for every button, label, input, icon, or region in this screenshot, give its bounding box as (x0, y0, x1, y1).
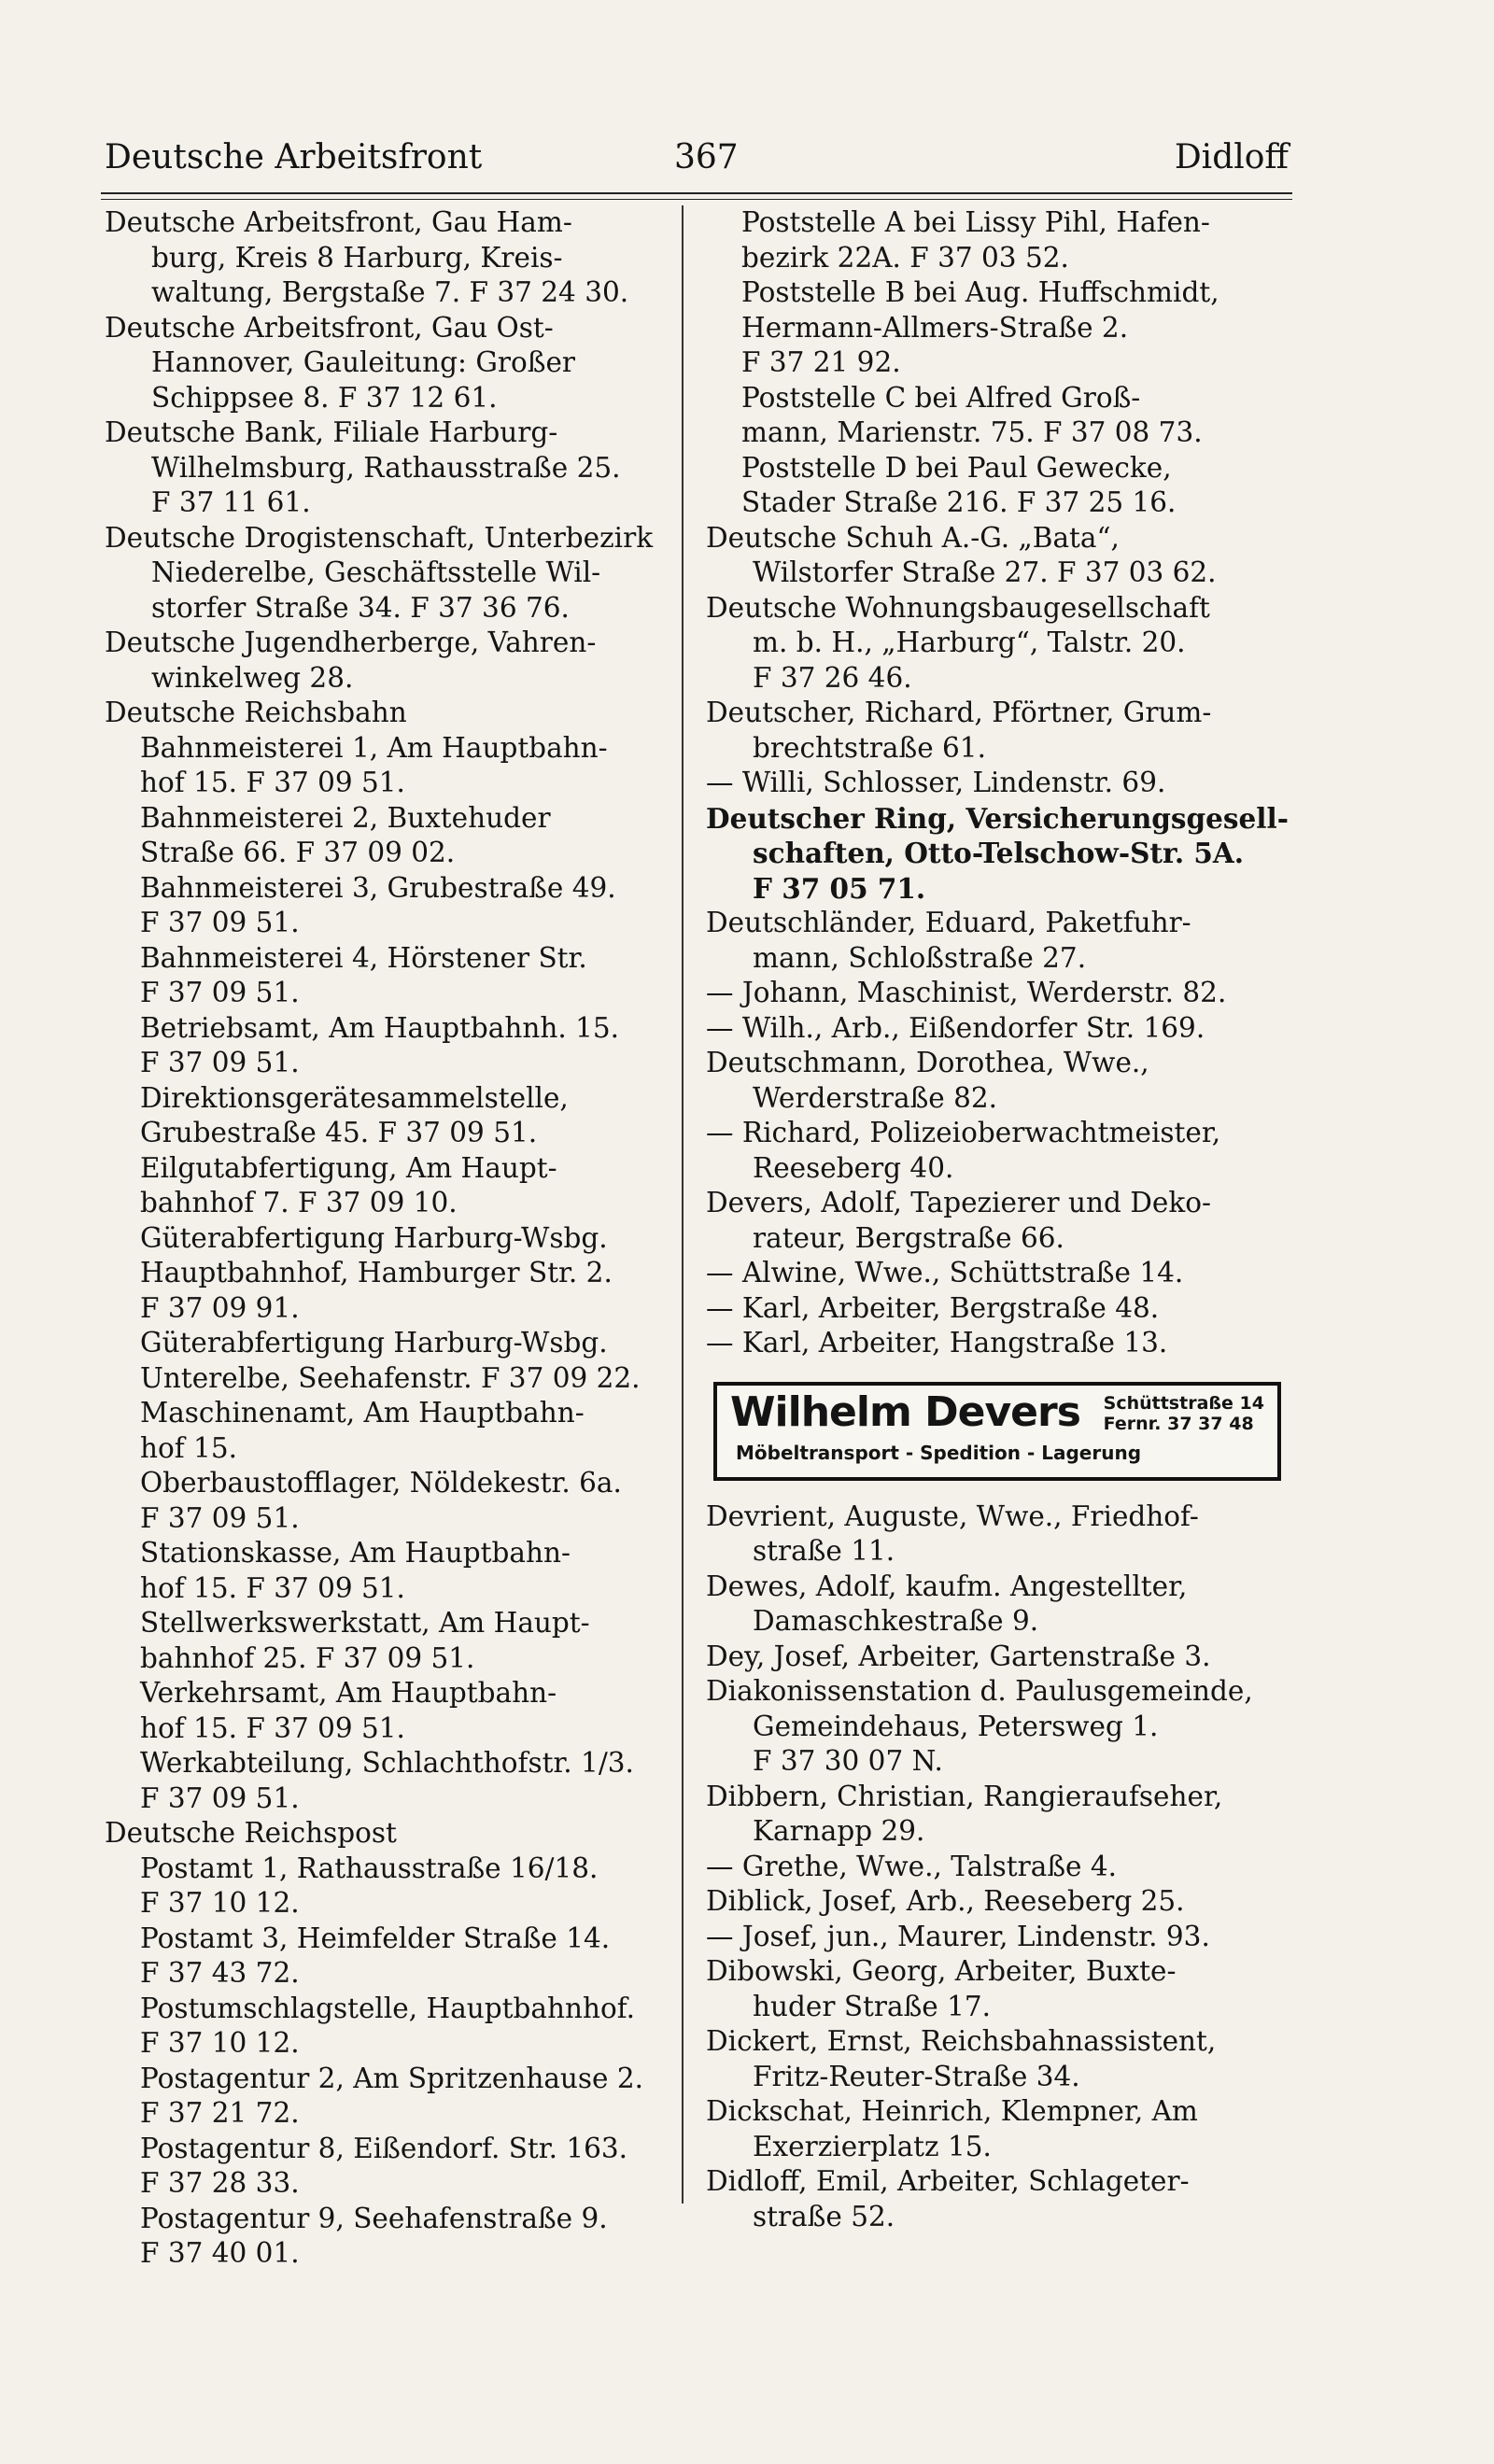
ad-company-name: Wilhelm Devers (730, 1387, 1080, 1436)
directory-entry (706, 1046, 1289, 1116)
directory-entry (105, 1151, 702, 1221)
advertisement-box (713, 1382, 1281, 1481)
entry-line: Hauptbahnhof, Hamburger Str. 2. (140, 1257, 613, 1288)
directory-entry (706, 1326, 1289, 1361)
entry-line: Devrient, Auguste, Wwe., Friedhof- (706, 1500, 1199, 1532)
directory-entry (706, 521, 1289, 591)
directory-entry (105, 2132, 702, 2202)
entry-line: F 37 09 51. (140, 1501, 300, 1534)
entry-line: F 37 09 51. (140, 907, 300, 938)
page-header (105, 138, 1289, 189)
entry-line: Bahnmeisterei 1, Am Hauptbahn- (140, 731, 608, 764)
entry-line: Stader Straße 216. F 37 25 16. (741, 486, 1177, 518)
entry-line: Deutschmann, Dorothea, Wwe., (706, 1047, 1149, 1078)
directory-entry (706, 1884, 1289, 1920)
directory-entry (706, 1291, 1289, 1327)
directory-entry (105, 1466, 702, 1536)
directory-entry (105, 1992, 702, 2062)
entry-line: storfer Straße 34. F 37 36 76. (151, 591, 570, 624)
right-column (706, 205, 1289, 2234)
entry-line: F 37 09 51. (140, 1781, 300, 1814)
entry-line: Verkehrsamt, Am Hauptbahn- (140, 1677, 557, 1709)
entry-line: Deutsche Schuh A.-G. „Bata“, (706, 521, 1120, 554)
entry-line: Poststelle C bei Alfred Groß- (741, 381, 1141, 414)
entry-line: m. b. H., „Harburg“, Talstr. 20. (753, 627, 1186, 658)
directory-entry (706, 1850, 1289, 1885)
entry-line: — Grethe, Wwe., Talstraße 4. (706, 1850, 1118, 1882)
directory-entry (105, 1816, 702, 1852)
entry-line: Eilgutabfertigung, Am Haupt- (140, 1151, 557, 1184)
directory-entry (706, 1954, 1289, 2024)
ad-address-block (1104, 1393, 1264, 1434)
directory-entry (706, 275, 1289, 381)
entry-line: hof 15. (140, 1431, 237, 1464)
entry-line: mann, Schloßstraße 27. (753, 941, 1087, 974)
entry-line: F 37 11 61. (151, 486, 311, 518)
directory-entry (706, 1570, 1289, 1640)
entry-line: Deutsche Wohnungsbaugesellschaft (706, 591, 1210, 624)
entry-line: Deutsche Jugendherberge, Vahren- (105, 627, 597, 658)
entry-line: F 37 21 92. (741, 346, 901, 378)
page-number: 367 (674, 138, 739, 176)
directory-entry (706, 205, 1289, 275)
entry-line: — Alwine, Wwe., Schüttstraße 14. (706, 1257, 1184, 1288)
directory-entry (105, 1326, 702, 1396)
entry-line: Deutsche Bank, Filiale Harburg- (105, 416, 558, 448)
entry-line: Didloff, Emil, Arbeiter, Schlageter- (706, 2165, 1190, 2197)
directory-entry (706, 1674, 1289, 1780)
entry-line: — Karl, Arbeiter, Hangstraße 13. (706, 1327, 1168, 1359)
entry-line: Stationskasse, Am Hauptbahn- (140, 1537, 571, 1569)
entry-line: Werkabteilung, Schlachthofstr. 1/3. (140, 1747, 634, 1779)
entry-line: winkelweg 28. (151, 661, 354, 694)
directory-entry (105, 1396, 702, 1466)
entry-line: Güterabfertigung Harburg-Wsbg. (140, 1221, 608, 1254)
directory-entry (706, 2024, 1289, 2094)
entry-line: Niederelbe, Geschäftsstelle Wil- (151, 556, 601, 588)
entry-line: Deutsche Reichspost (105, 1817, 397, 1849)
directory-entry (706, 1011, 1289, 1047)
directory-entry (105, 1852, 702, 1922)
entry-line: F 37 28 33. (140, 2167, 300, 2199)
entry-line: rateur, Bergstraße 66. (753, 1221, 1064, 1254)
ad-services: Möbeltransport - Spedition - Lagerung (736, 1442, 1142, 1464)
entry-line: Bahnmeisterei 2, Buxtehuder (140, 801, 551, 834)
entry-line: Damaschkestraße 9. (753, 1605, 1039, 1637)
entry-line: Wilhelmsburg, Rathausstraße 25. (151, 451, 621, 484)
entry-line: Stellwerkswerkstatt, Am Haupt- (140, 1607, 590, 1639)
entry-line: hof 15. F 37 09 51. (140, 1711, 405, 1744)
directory-entry (105, 2062, 702, 2132)
directory-entry (706, 801, 1289, 907)
entry-line: Deutschländer, Eduard, Paketfuhr- (706, 907, 1191, 938)
entry-line: Postagentur 8, Eißendorf. Str. 163. (140, 2132, 628, 2164)
entry-line: Oberbaustofflager, Nöldekestr. 6a. (140, 1467, 622, 1499)
entry-line: Betriebsamt, Am Hauptbahnh. 15. (140, 1011, 620, 1044)
entry-line: — Richard, Polizeioberwachtmeister, (706, 1117, 1221, 1148)
entry-line: Unterelbe, Seehafenstr. F 37 09 22. (140, 1361, 641, 1394)
right-column-entries-bottom (706, 1500, 1289, 2235)
entry-line: mann, Marienstr. 75. F 37 08 73. (741, 416, 1203, 448)
directory-entry (105, 311, 702, 416)
directory-entry (706, 976, 1289, 1011)
directory-entry (706, 1116, 1289, 1186)
entry-line: Wilstorfer Straße 27. F 37 03 62. (753, 556, 1217, 588)
entry-line: Exerzierplatz 15. (753, 2130, 992, 2162)
entry-line: Postamt 3, Heimfelder Straße 14. (140, 1922, 611, 1954)
entry-line: Grubestraße 45. F 37 09 51. (140, 1117, 538, 1148)
entry-line: Dibowski, Georg, Arbeiter, Buxte- (706, 1955, 1177, 1987)
entry-line: Gemeindehaus, Petersweg 1. (753, 1710, 1159, 1742)
directory-entry (105, 1011, 702, 1081)
entry-line: burg, Kreis 8 Harburg, Kreis- (151, 241, 563, 274)
entry-line: Deutsche Arbeitsfront, Gau Ost- (105, 311, 554, 344)
directory-entry (706, 381, 1289, 451)
entry-line: straße 52. (753, 2200, 895, 2232)
entry-line: Bahnmeisterei 4, Hörstener Str. (140, 941, 587, 974)
entry-line: Bahnmeisterei 3, Grubestraße 49. (140, 871, 616, 904)
entry-line: Deutscher, Richard, Pförtner, Grum- (706, 697, 1212, 728)
entry-line: F 37 10 12. (140, 1887, 300, 1919)
entry-line: F 37 10 12. (140, 2027, 300, 2059)
entry-line: F 37 43 72. (140, 1957, 300, 1989)
ad-address: Schüttstraße 14 (1103, 1392, 1264, 1414)
header-rule-thin (101, 199, 1292, 200)
directory-entry (706, 1256, 1289, 1291)
directory-entry (105, 941, 702, 1011)
entry-line: F 37 09 51. (140, 1047, 300, 1078)
directory-entry (105, 1746, 702, 1816)
directory-entry (105, 1676, 702, 1746)
directory-entry (105, 731, 702, 801)
entry-line: F 37 09 91. (140, 1291, 300, 1324)
directory-entry (706, 591, 1289, 697)
entry-line: Deutscher Ring, Versicherungsgesell- (706, 801, 1289, 835)
entry-line: — Josef, jun., Maurer, Lindenstr. 93. (706, 1920, 1210, 1952)
directory-entry (706, 1780, 1289, 1850)
directory-entry (105, 205, 702, 311)
left-column (105, 205, 702, 2272)
directory-entry (706, 1186, 1289, 1256)
entry-line: Deutsche Arbeitsfront, Gau Ham- (105, 206, 572, 238)
entry-line: Dibbern, Christian, Rangieraufseher, (706, 1780, 1223, 1812)
directory-entry (105, 521, 702, 627)
entry-line: Dickschat, Heinrich, Klempner, Am (706, 2095, 1198, 2127)
entry-line: Diakonissenstation d. Paulusgemeinde, (706, 1675, 1253, 1707)
entry-line: Dickert, Ernst, Reichsbahnassistent, (706, 2025, 1217, 2057)
entry-line: bahnhof 7. F 37 09 10. (140, 1187, 458, 1218)
entry-line: Poststelle A bei Lissy Pihl, Hafen- (741, 206, 1210, 238)
entry-line: F 37 26 46. (753, 661, 912, 694)
entry-line: straße 11. (753, 1535, 895, 1567)
entry-line: Deutsche Reichsbahn (105, 697, 407, 728)
entry-line: — Wilh., Arb., Eißendorfer Str. 169. (706, 1011, 1205, 1044)
entry-line: Fritz-Reuter-Straße 34. (753, 2060, 1080, 2092)
directory-entry (105, 871, 702, 941)
directory-entry (105, 1221, 702, 1327)
entry-line: Deutsche Drogistenschaft, Unterbezirk (105, 521, 654, 554)
directory-entry (706, 906, 1289, 976)
entry-line: Straße 66. F 37 09 02. (140, 837, 456, 868)
directory-entry (706, 451, 1289, 521)
directory-entry (706, 1640, 1289, 1675)
entry-line: Diblick, Josef, Arb., Reeseberg 25. (706, 1885, 1185, 1917)
directory-entry (706, 696, 1289, 766)
entry-line: Poststelle B bei Aug. Huffschmidt, (741, 276, 1219, 308)
entry-line: bahnhof 25. F 37 09 51. (140, 1641, 475, 1674)
entry-line: Postumschlagstelle, Hauptbahnhof. (140, 1992, 636, 2024)
entry-line: Postagentur 9, Seehafenstraße 9. (140, 2202, 608, 2234)
running-head-right: Didloff (1174, 138, 1289, 176)
entry-line: schaften, Otto-Telschow-Str. 5A. (753, 837, 1245, 869)
entry-line: F 37 05 71. (753, 871, 926, 905)
directory-entry (105, 1536, 702, 1606)
directory-entry (105, 1081, 702, 1151)
entry-line: Maschinenamt, Am Hauptbahn- (140, 1397, 585, 1429)
entry-line: Werderstraße 82. (753, 1081, 998, 1114)
entry-line: Güterabfertigung Harburg-Wsbg. (140, 1327, 608, 1359)
directory-entry (706, 1920, 1289, 1955)
entry-line: huder Straße 17. (753, 1990, 992, 2022)
entry-line: — Johann, Maschinist, Werderstr. 82. (706, 977, 1227, 1008)
entry-line: waltung, Bergstaße 7. F 37 24 30. (151, 276, 629, 308)
entry-line: Hermann-Allmers-Straße 2. (741, 311, 1129, 344)
entry-line: Poststelle D bei Paul Gewecke, (741, 451, 1172, 484)
directory-entry (105, 696, 702, 731)
entry-line: Direktionsgerätesammelstelle, (140, 1081, 569, 1114)
entry-line: Karnapp 29. (753, 1815, 925, 1847)
directory-entry (706, 2164, 1289, 2234)
right-column-entries-top (706, 205, 1289, 1361)
directory-entry (105, 415, 702, 521)
entry-line: Devers, Adolf, Tapezierer und Deko- (706, 1187, 1211, 1218)
entry-line: — Willi, Schlosser, Lindenstr. 69. (706, 767, 1166, 798)
entry-line: Dewes, Adolf, kaufm. Angestellter, (706, 1570, 1188, 1602)
entry-line: — Karl, Arbeiter, Bergstraße 48. (706, 1291, 1160, 1324)
entry-line: Schippsee 8. F 37 12 61. (151, 381, 498, 414)
directory-entry (105, 801, 702, 871)
entry-line: hof 15. F 37 09 51. (140, 1571, 405, 1604)
entry-line: F 37 09 51. (140, 977, 300, 1008)
entry-line: F 37 40 01. (140, 2237, 300, 2269)
running-head-left: Deutsche Arbeitsfront (105, 138, 483, 176)
entry-line: Hannover, Gauleitung: Großer (151, 346, 576, 378)
directory-entry (706, 2094, 1289, 2164)
ad-phone: Fernr. 37 37 48 (1103, 1413, 1254, 1434)
directory-entry (706, 766, 1289, 801)
entry-line: F 37 21 72. (140, 2097, 300, 2129)
directory-entry (105, 1922, 702, 1992)
entry-line: brechtstraße 61. (753, 731, 986, 764)
entry-line: Postagentur 2, Am Spritzenhause 2. (140, 2062, 644, 2094)
directory-entry (105, 626, 702, 696)
header-rule (101, 192, 1292, 194)
directory-entry (706, 1500, 1289, 1570)
directory-entry (105, 2202, 702, 2272)
directory-entry (105, 1606, 702, 1676)
entry-line: hof 15. F 37 09 51. (140, 767, 405, 798)
entry-line: bezirk 22A. F 37 03 52. (741, 241, 1069, 274)
entry-line: Reeseberg 40. (753, 1151, 954, 1184)
entry-line: Postamt 1, Rathausstraße 16/18. (140, 1852, 599, 1884)
entry-line: Dey, Josef, Arbeiter, Gartenstraße 3. (706, 1640, 1211, 1672)
entry-line: F 37 30 07 N. (753, 1745, 943, 1777)
